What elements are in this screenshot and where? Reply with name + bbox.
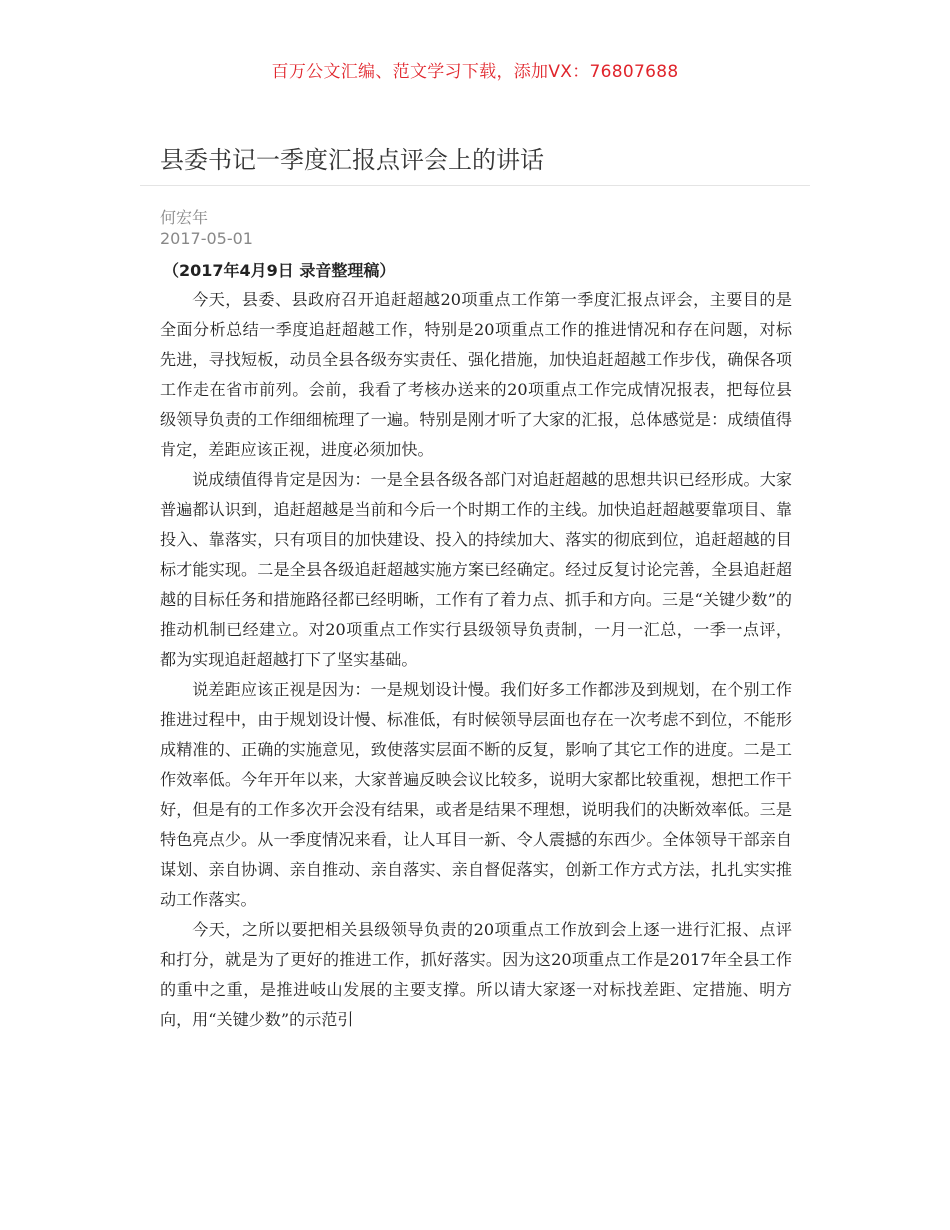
article-subheading: （2017年4月9日 录音整理稿） xyxy=(163,261,396,280)
title-divider xyxy=(140,185,810,186)
article-body xyxy=(160,285,792,1035)
article-date: 2017-05-01 xyxy=(160,229,253,248)
article-paragraph: 今天，之所以要把相关县级领导负责的20项重点工作放到会上逐一进行汇报、点评和打分，就是为了更好的推进工作，抓好落实。因为这20项重点工作是2017年全县工作的重中之重，是推进岐山发展的主要支撑。所以请大家逐一对标找差距、定措施、明方向，用“关键少数”的示范引 xyxy=(160,920,792,1029)
article-paragraph: 说差距应该正视是因为：一是规划设计慢。我们好多工作都涉及到规划，在个别工作推进过程中，由于规划设计慢、标准低，有时候领导层面也存在一次考虑不到位，不能形成精准的、正确的实施意见，致使落实层面不断的反复，影响了其它工作的进度。二是工作效率低。今年开年以来，大家普遍反映会议比较多，说明大家都比较重视，想把工作干好，但是有的工作多次开会没有结果，或者是结果不理想，说明我们的决断效率低。三是特色亮点少。从一季度情况来看，让人耳目一新、令人震撼的东西少。全体领导干部亲自谋划、亲自协调、亲自推动、亲自落实、亲自督促落实，创新工作方式方法，扎扎实实推动工作落实。 xyxy=(160,680,792,909)
article-paragraph: 说成绩值得肯定是因为：一是全县各级各部门对追赶超越的思想共识已经形成。大家普遍都认识到，追赶超越是当前和今后一个时期工作的主线。加快追赶超越要靠项目、靠投入、靠落实，只有项目的加快建设、投入的持续加大、落实的彻底到位，追赶超越的目标才能实现。二是全县各级追赶超越实施方案已经确定。经过反复讨论完善，全县追赶超越的目标任务和措施路径都已经明晰，工作有了着力点、抓手和方向。三是“关键少数”的推动机制已经建立。对20项重点工作实行县级领导负责制，一月一汇总，一季一点评，都为实现追赶超越打下了坚实基础。 xyxy=(160,470,792,669)
article-title: 县委书记一季度汇报点评会上的讲话 xyxy=(160,146,544,174)
article-paragraph: 今天，县委、县政府召开追赶超越20项重点工作第一季度汇报点评会，主要目的是全面分析总结一季度追赶超越工作，特别是20项重点工作的推进情况和存在问题，对标先进，寻找短板，动员全县各级夯实责任、强化措施，加快追赶超越工作步伐，确保各项工作走在省市前列。会前，我看了考核办送来的20项重点工作完成情况报表，把每位县级领导负责的工作细细梳理了一遍。特别是刚才听了大家的汇报，总体感觉是：成绩值得肯定，差距应该正视，进度必须加快。 xyxy=(160,290,792,459)
article-author: 何宏年 xyxy=(160,208,209,227)
promo-banner: 百万公文汇编、范文学习下载，添加VX：76807688 xyxy=(271,62,679,82)
